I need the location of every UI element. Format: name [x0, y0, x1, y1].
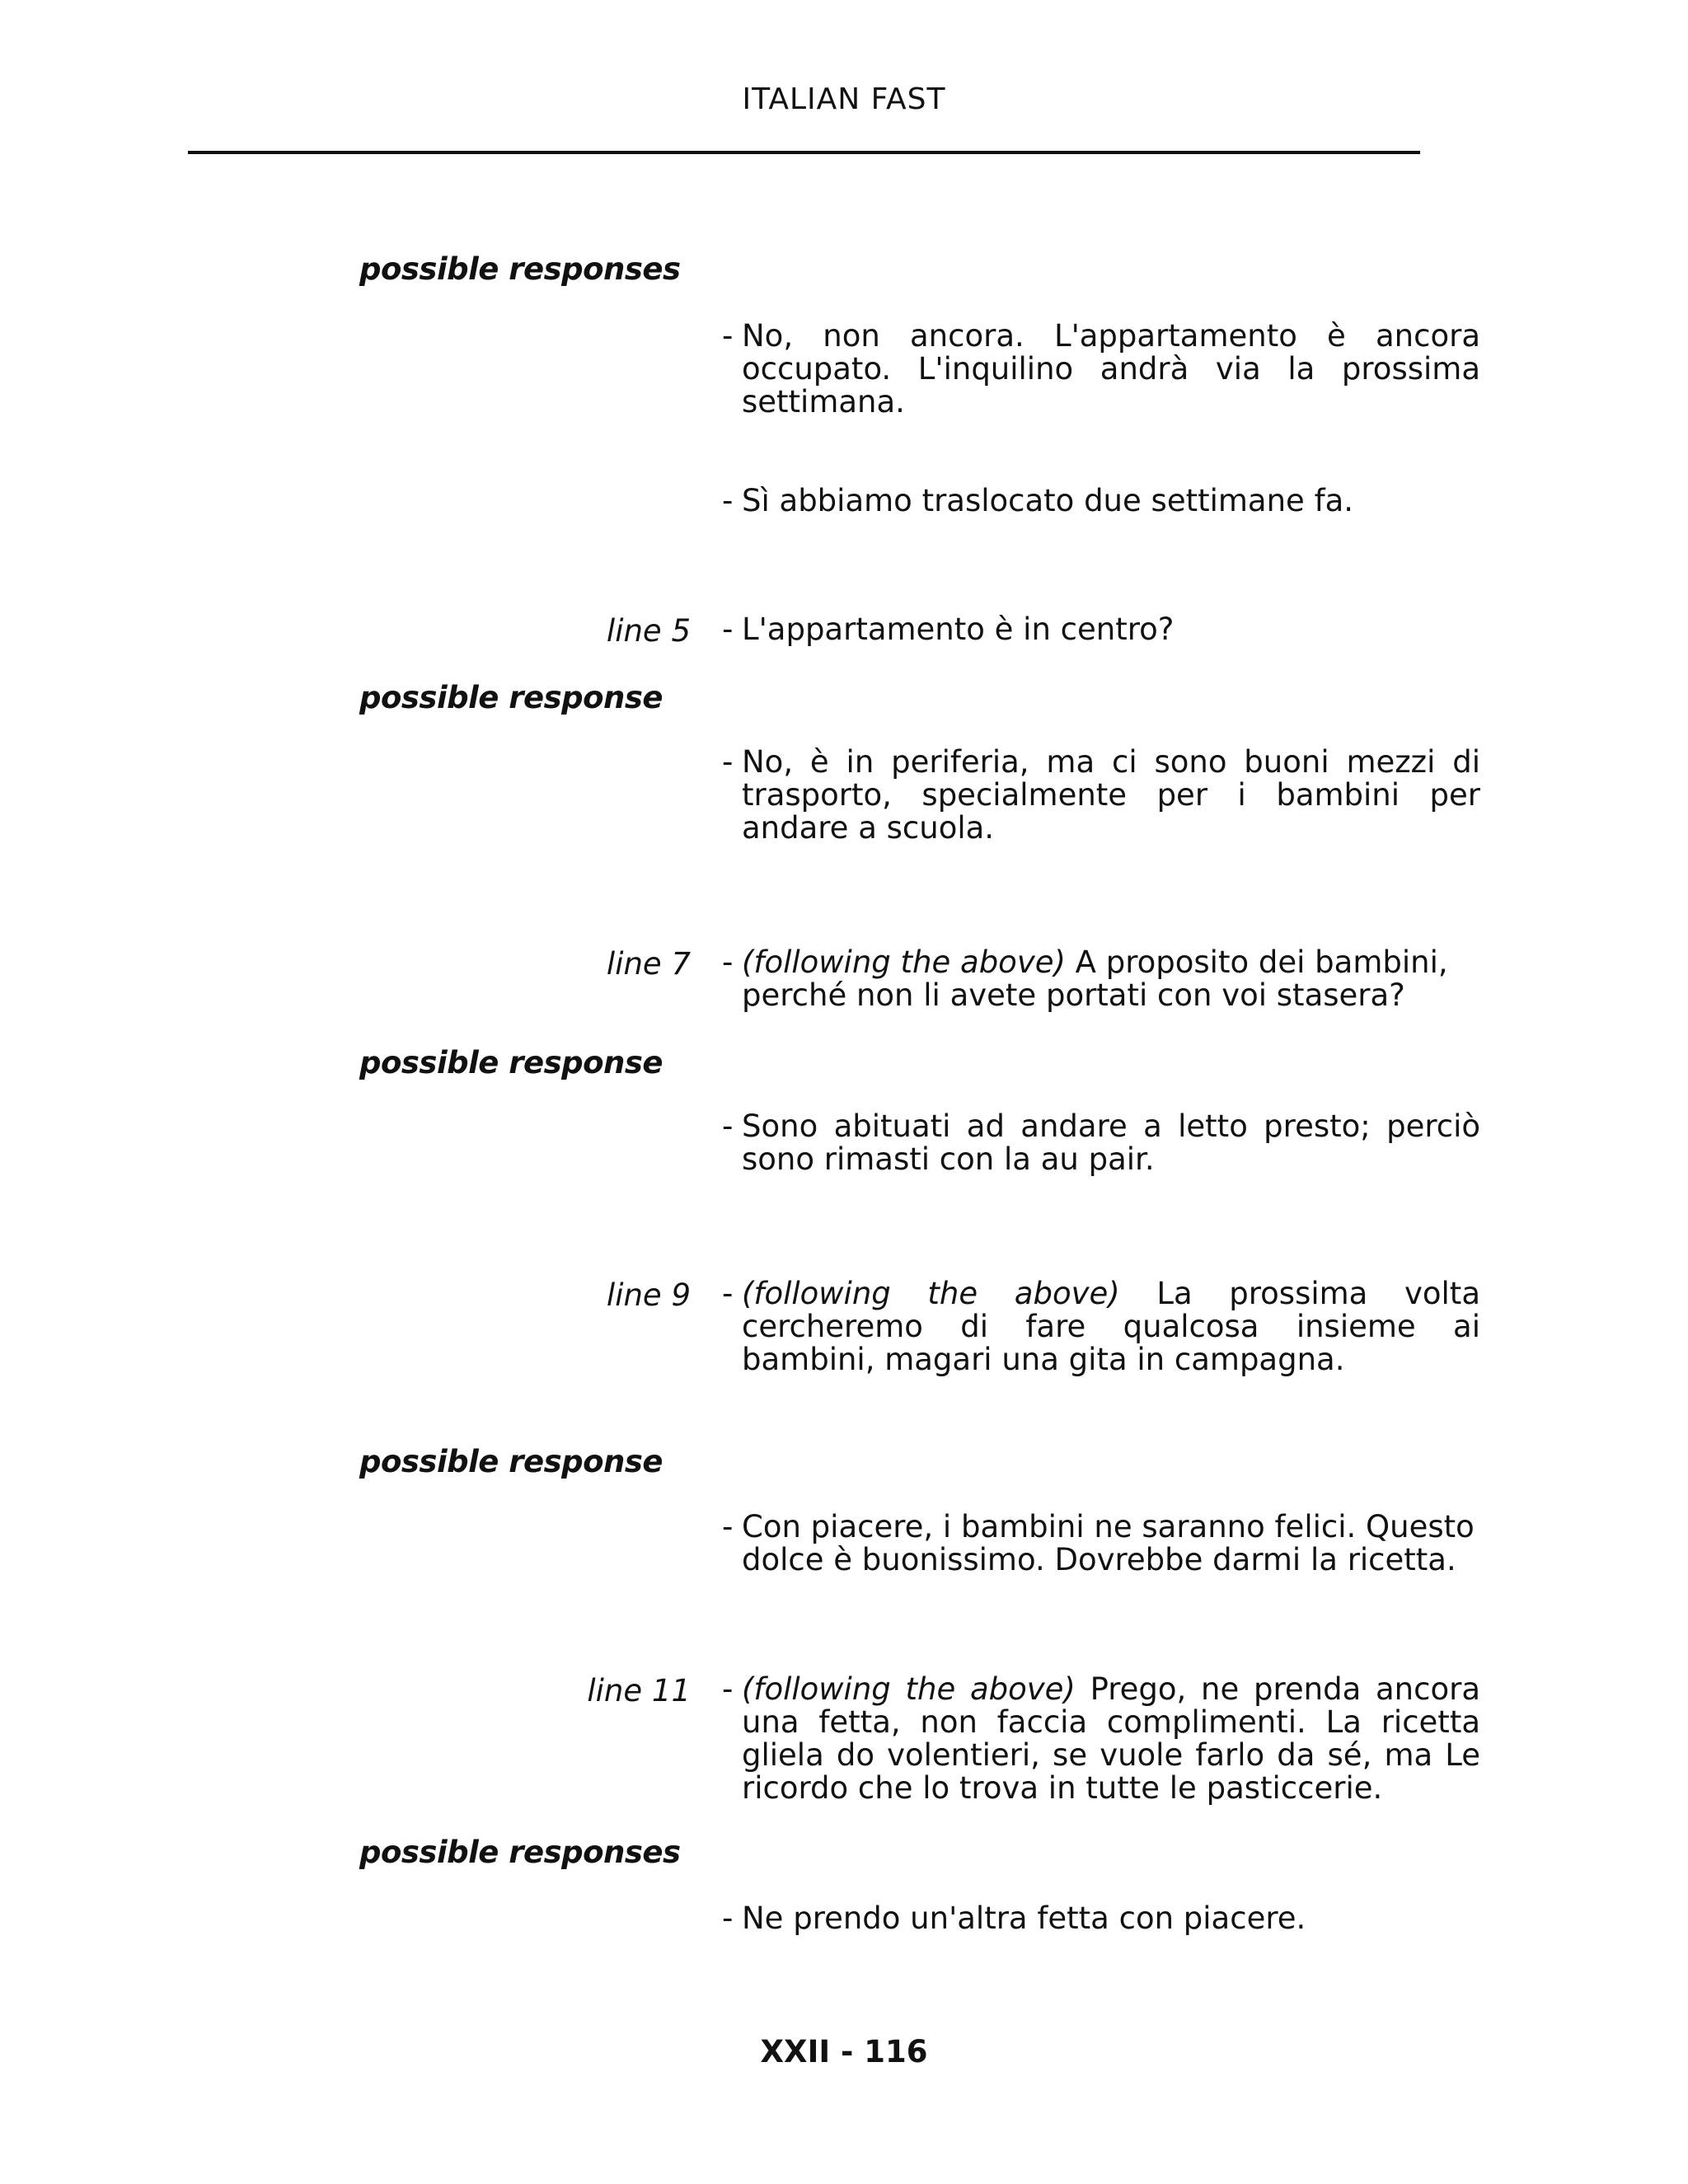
possible-responses-label: possible responses: [359, 1835, 681, 1870]
prompt-entry: [722, 946, 1480, 1012]
dash: -: [722, 1509, 734, 1544]
prompt-line: Prego, ne prenda ancora una fetta, non faccia complimenti. La ricetta gliela do volentieri, se vuole farlo da sé, ma Le ricordo che lo trova in tutte le pasticcerie.: [742, 1671, 1480, 1806]
possible-response-label: possible response: [359, 1444, 663, 1479]
response-entry: [722, 485, 1480, 518]
dash: -: [722, 944, 734, 980]
prompt-entry: [722, 613, 1480, 646]
prompt-text: [742, 946, 1480, 1012]
stage-cue: (following the above): [742, 1671, 1076, 1707]
response-entry: [722, 320, 1480, 419]
response-text: No, non ancora. L'appartamento è ancora occupato. L'inquilino andrà via la prossima settimana.: [742, 318, 1480, 419]
page-header: ITALIAN FAST: [742, 82, 946, 116]
possible-response-label: possible response: [359, 1045, 663, 1080]
line-number-label: line 9: [606, 1277, 691, 1313]
response-entry: [722, 1511, 1480, 1577]
prompt-line: A proposito dei bambini, perché non li avete portati con voi stasera?: [742, 944, 1448, 1013]
prompt-entry: [722, 1277, 1480, 1376]
dash: -: [722, 1671, 734, 1707]
response-text: Ne prendo un'altra fetta con piacere.: [742, 1900, 1306, 1936]
dash: -: [722, 612, 734, 647]
stage-cue: (following the above): [742, 944, 1066, 980]
header-rule: [188, 151, 1420, 154]
line-number-label: line 7: [606, 946, 691, 982]
possible-responses-label: possible responses: [359, 251, 681, 287]
dash: -: [722, 318, 734, 354]
dash: -: [722, 1276, 734, 1311]
response-entry: [722, 746, 1480, 845]
prompt-entry: [722, 1673, 1480, 1805]
page-number: XXII - 116: [760, 2034, 928, 2069]
dash: -: [722, 1108, 734, 1144]
prompt-text: L'appartamento è in centro?: [742, 612, 1175, 647]
dash: -: [722, 744, 734, 780]
stage-cue: (following the above): [742, 1276, 1120, 1311]
prompt-text: [742, 1277, 1480, 1376]
prompt-line: La prossima volta cercheremo di fare qualcosa insieme ai bambini, magari una gita in campagna.: [742, 1276, 1480, 1377]
possible-response-label: possible response: [359, 680, 663, 715]
response-text: Sì abbiamo traslocato due settimane fa.: [742, 483, 1354, 518]
response-text: Sono abituati ad andare a letto presto; perciò sono rimasti con la au pair.: [742, 1108, 1480, 1177]
line-number-label: line 5: [606, 613, 691, 649]
response-entry: [722, 1902, 1480, 1935]
dash: -: [722, 483, 734, 518]
line-number-label: line 11: [587, 1673, 691, 1708]
response-text: No, è in periferia, ma ci sono buoni mezzi di trasporto, specialmente per i bambini per andare a scuola.: [742, 744, 1480, 846]
dash: -: [722, 1900, 734, 1936]
response-text: Con piacere, i bambini ne saranno felici. Questo dolce è buonissimo. Dovrebbe darmi la ricetta.: [742, 1509, 1475, 1577]
prompt-text: [742, 1673, 1480, 1805]
response-entry: [722, 1110, 1480, 1176]
